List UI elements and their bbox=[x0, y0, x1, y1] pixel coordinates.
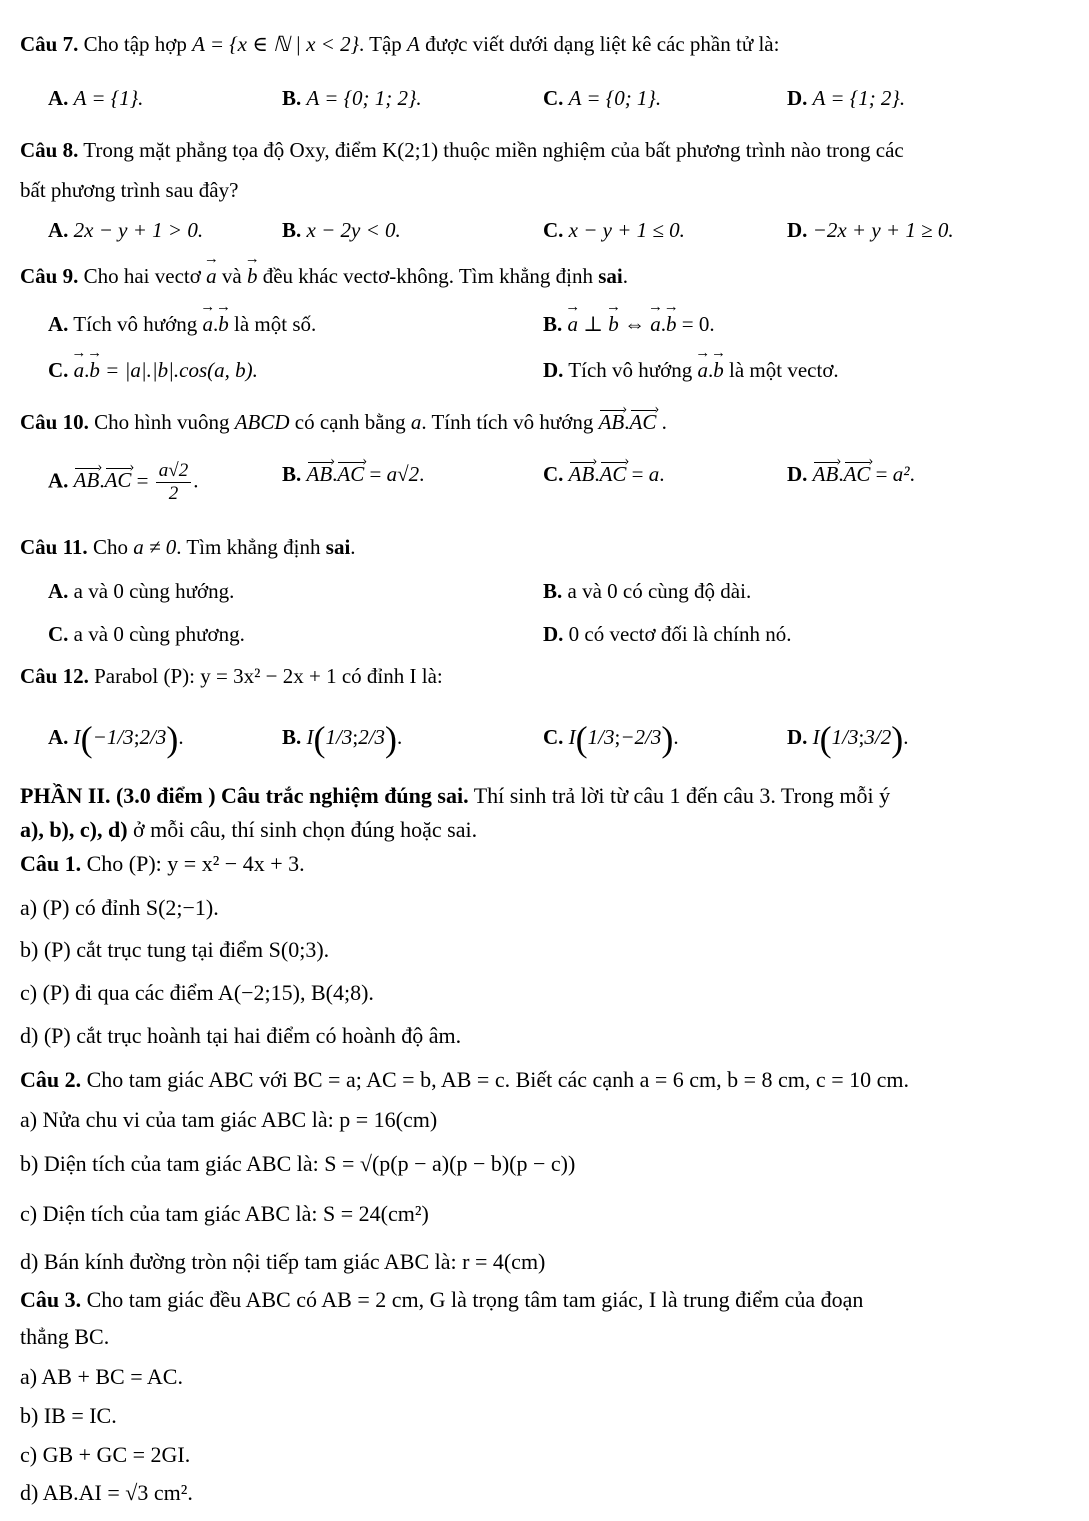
q7-number: Câu 7. bbox=[20, 32, 79, 56]
option-label: C. bbox=[48, 622, 69, 646]
option-text: x − 2y < 0. bbox=[306, 218, 401, 242]
p3-stem-cont bbox=[20, 1323, 1075, 1351]
q11-stem-text: Cho bbox=[92, 535, 128, 559]
q9-option-b: B. → a ⊥ → b ⇔ → a.→ b = 0. bbox=[543, 310, 715, 338]
q8-stem-line1: Trong mặt phẳng tọa độ Oxy, điểm K(2;1) thuộc miền nghiệm của bất phương trình nào trong các bbox=[83, 138, 904, 162]
p2-item-d bbox=[20, 1248, 1075, 1276]
option-text: A = {0; 1; 2}. bbox=[306, 86, 422, 110]
option-label: B. bbox=[282, 462, 302, 486]
vector-ab: AB › bbox=[569, 460, 595, 488]
option-text: 0 có vectơ đối là chính nó. bbox=[568, 622, 792, 646]
vertex-y: 2/3 bbox=[358, 725, 386, 749]
statement-text: c) GB + GC = 2GI. bbox=[20, 1442, 191, 1467]
option-label: A. bbox=[48, 579, 69, 603]
vector-ab: AB › bbox=[307, 460, 333, 488]
option-label: C. bbox=[543, 462, 564, 486]
option-label: D. bbox=[787, 462, 808, 486]
statement-text: b) (P) cắt trục tung tại điểm S(0;3). bbox=[20, 937, 330, 962]
q7-stem-text-2: . Tập bbox=[359, 32, 402, 56]
p2-stem-text: Cho tam giác ABC với BC = a; AC = b, AB = c. Biết các cạnh a = 6 cm, b = 8 cm, c = 10 cm. bbox=[86, 1067, 909, 1092]
option-label: A. bbox=[48, 468, 69, 493]
q11-option-a bbox=[48, 577, 234, 605]
side-length: a bbox=[410, 410, 422, 434]
option-label: D. bbox=[543, 358, 564, 382]
q10-option-b: B. AB ›.AC › = a√2. bbox=[282, 460, 424, 488]
q12-option-a: A. I(−1/3;2/3). bbox=[48, 719, 184, 760]
q9-option-c: C. → a.→ b = |a|.|b|.cos(a, b). bbox=[48, 356, 258, 384]
q9-stem-text-2: đều khác vectơ-không. Tìm khẳng định bbox=[262, 264, 593, 288]
q10-number: Câu 10. bbox=[20, 410, 89, 434]
statement-text: c) (P) đi qua các điểm A(−2;15), B(4;8). bbox=[20, 980, 374, 1005]
option-text-2: là một số. bbox=[234, 312, 317, 336]
q8-number: Câu 8. bbox=[20, 138, 79, 162]
option-text: −2x + y + 1 ≥ 0. bbox=[812, 218, 954, 242]
q12-number: Câu 12. bbox=[20, 664, 89, 688]
p3-stem-line2: thẳng BC. bbox=[20, 1324, 110, 1349]
p1-item-c bbox=[20, 979, 1075, 1007]
vector-ac: AC › bbox=[630, 408, 657, 436]
q9-stem-sai: sai bbox=[598, 264, 623, 288]
option-text: 2x − y + 1 > 0. bbox=[73, 218, 204, 242]
option-label: B. bbox=[543, 579, 563, 603]
q12-option-b: B. I(1/3;2/3). bbox=[282, 719, 403, 760]
q7-stem-text-3: được viết dưới dạng liệt kê các phần tử là: bbox=[425, 32, 780, 56]
q9-option-d: D. Tích vô hướng → a.→ b là một vectơ. bbox=[543, 356, 839, 384]
vector-a: → a bbox=[203, 310, 214, 338]
vertex-x: 1/3 bbox=[325, 725, 353, 749]
part2-items-label: a), b), c), d) bbox=[20, 817, 128, 842]
vector-a: → a bbox=[568, 310, 579, 338]
vector-ac: AC › bbox=[337, 460, 364, 488]
option-label: D. bbox=[787, 86, 808, 110]
option-label: D. bbox=[787, 725, 808, 749]
statement-text: a) AB + BC = AC. bbox=[20, 1364, 183, 1389]
q10-stem-text-3: . Tính tích vô hướng bbox=[421, 410, 594, 434]
option-label: B. bbox=[282, 86, 302, 110]
p1-item-b bbox=[20, 936, 1075, 964]
option-text: a và 0 cùng hướng. bbox=[73, 579, 235, 603]
q11-stem-text-2: . Tìm khẳng định bbox=[176, 535, 321, 559]
p3-stem bbox=[20, 1286, 1075, 1314]
vector-ac: AC › bbox=[600, 460, 627, 488]
option-label: A. bbox=[48, 725, 69, 749]
option-label: D. bbox=[787, 218, 808, 242]
vector-b: → b bbox=[247, 262, 258, 290]
option-text: A = {1}. bbox=[73, 86, 144, 110]
statement-text: a) Nửa chu vi của tam giác ABC là: p = 16(cm) bbox=[20, 1107, 438, 1132]
option-label: B. bbox=[282, 725, 302, 749]
option-text: a và 0 có cùng độ dài. bbox=[567, 579, 752, 603]
vector-b: → b bbox=[666, 310, 677, 338]
p1-stem-text: Cho (P): y = x² − 4x + 3. bbox=[86, 851, 305, 876]
option-value: a bbox=[648, 462, 660, 486]
option-text: A = {1; 2}. bbox=[812, 86, 906, 110]
q12-stem bbox=[20, 662, 1075, 690]
q8-option-c bbox=[543, 216, 685, 244]
vector-b: → b bbox=[218, 310, 229, 338]
vector-ab: AB › bbox=[599, 408, 625, 436]
statement-text: d) AB.AI = √3 cm². bbox=[20, 1480, 193, 1505]
q7-option-c bbox=[543, 84, 661, 112]
p3-item-a bbox=[20, 1363, 1075, 1391]
q11-number: Câu 11. bbox=[20, 535, 88, 559]
q8-option-d bbox=[787, 216, 954, 244]
option-text: = 0. bbox=[681, 312, 715, 336]
statement-text: a) (P) có đỉnh S(2;−1). bbox=[20, 895, 219, 920]
q9-option-a: A. Tích vô hướng → a.→ b là một số. bbox=[48, 310, 316, 338]
vector-a: → a bbox=[74, 356, 85, 384]
vertex-y: 3/2 bbox=[864, 725, 892, 749]
q12-option-c: C. I(1/3;−2/3). bbox=[543, 719, 679, 760]
vector-ab: AB › bbox=[74, 466, 100, 494]
vector-b: → b bbox=[608, 310, 619, 338]
statement-text: b) IB = IC. bbox=[20, 1403, 117, 1428]
q8-stem-cont bbox=[20, 176, 1075, 204]
p2-item-b bbox=[20, 1150, 1075, 1178]
q7-stem-text: Cho tập hợp bbox=[83, 32, 187, 56]
q7-set-definition: A = {x ∈ ℕ | x < 2} bbox=[192, 32, 360, 56]
p2-number: Câu 2. bbox=[20, 1067, 82, 1092]
vector-a: → a bbox=[206, 262, 217, 290]
perpendicular-symbol: ⊥ bbox=[583, 312, 604, 336]
p3-item-b bbox=[20, 1402, 1075, 1430]
iff-symbol: ⇔ bbox=[624, 312, 646, 336]
part2-title-cont bbox=[20, 816, 1075, 844]
option-label: C. bbox=[48, 358, 69, 382]
q11-condition: a ≠ 0 bbox=[133, 535, 177, 559]
q9-stem-text: Cho hai vectơ bbox=[83, 264, 201, 288]
part2-heading: PHẦN II. (3.0 điểm ) Câu trắc nghiệm đúng sai. bbox=[20, 783, 469, 808]
q8-option-a bbox=[48, 216, 203, 244]
option-value: a√2 bbox=[386, 462, 420, 486]
p1-item-a bbox=[20, 894, 1075, 922]
option-text-2: là một vectơ. bbox=[729, 358, 839, 382]
option-label: A. bbox=[48, 218, 69, 242]
p1-stem bbox=[20, 850, 1075, 878]
option-label: B. bbox=[543, 312, 563, 336]
vector-ab: AB › bbox=[813, 460, 839, 488]
q7-option-a bbox=[48, 84, 143, 112]
p3-item-c bbox=[20, 1441, 1075, 1469]
q10-stem-text: Cho hình vuông bbox=[94, 410, 230, 434]
q11-stem-sai: sai bbox=[325, 535, 351, 559]
option-label: C. bbox=[543, 218, 564, 242]
numerator: a√2 bbox=[156, 460, 191, 483]
option-label: A. bbox=[48, 86, 69, 110]
q11-option-c bbox=[48, 620, 245, 648]
q9-number: Câu 9. bbox=[20, 264, 79, 288]
q7-set-name: A bbox=[407, 32, 420, 56]
fraction bbox=[156, 460, 191, 505]
q10-option-c: C. AB ›.AC › = a. bbox=[543, 460, 665, 488]
option-label: C. bbox=[543, 725, 564, 749]
option-label: C. bbox=[543, 86, 564, 110]
statement-text: d) Bán kính đường tròn nội tiếp tam giác ABC là: r = 4(cm) bbox=[20, 1249, 546, 1274]
vertex-x: 1/3 bbox=[587, 725, 615, 749]
p1-number: Câu 1. bbox=[20, 851, 82, 876]
q11-stem bbox=[20, 533, 1075, 561]
option-text: x − y + 1 ≤ 0. bbox=[568, 218, 685, 242]
q8-stem bbox=[20, 136, 1075, 164]
q9-stem bbox=[20, 262, 1075, 290]
q10-option-d: D. AB ›.AC › = a². bbox=[787, 460, 915, 488]
p2-stem bbox=[20, 1066, 1075, 1094]
q8-stem-line2: bất phương trình sau đây? bbox=[20, 178, 239, 202]
vertex-x: 1/3 bbox=[831, 725, 859, 749]
q8-option-b bbox=[282, 216, 401, 244]
q7-stem bbox=[20, 30, 1075, 58]
q7-option-b bbox=[282, 84, 422, 112]
option-text: A = {0; 1}. bbox=[568, 86, 662, 110]
q10-option-a: A. AB ›.AC › = $\frac{a√2}{2}$ . bbox=[48, 460, 198, 505]
q12-option-d: D. I(1/3;3/2). bbox=[787, 719, 909, 760]
q11-option-b bbox=[543, 577, 751, 605]
option-label: D. bbox=[543, 622, 564, 646]
vector-a: → a bbox=[650, 310, 661, 338]
vertex-x: −1/3 bbox=[92, 725, 134, 749]
option-text: a và 0 cùng phương. bbox=[73, 622, 245, 646]
q10-stem-text-2: có cạnh bằng bbox=[294, 410, 406, 434]
p3-stem-line1: Cho tam giác đều ABC có AB = 2 cm, G là trọng tâm tam giác, I là trung điểm của đoạn bbox=[86, 1287, 864, 1312]
statement-text: d) (P) cắt trục hoành tại hai điểm có hoành độ âm. bbox=[20, 1023, 462, 1048]
vertex-y: 2/3 bbox=[139, 725, 167, 749]
p1-item-d bbox=[20, 1022, 1075, 1050]
option-value: a² bbox=[892, 462, 910, 486]
vector-ac: AC › bbox=[844, 460, 871, 488]
vector-b: → b bbox=[89, 356, 100, 384]
q11-stem-end: . bbox=[350, 535, 356, 559]
p2-item-c bbox=[20, 1200, 1075, 1228]
q10-stem: Câu 10. Cho hình vuông ABCD có cạnh bằng a. Tính tích vô hướng AB ›.AC › . bbox=[20, 408, 1075, 436]
p3-number: Câu 3. bbox=[20, 1287, 82, 1312]
denominator: 2 bbox=[168, 483, 179, 504]
statement-text: c) Diện tích của tam giác ABC là: S = 24(cm²) bbox=[20, 1201, 429, 1226]
statement-text: b) Diện tích của tam giác ABC là: S = √(p(p − a)(p − b)(p − c)) bbox=[20, 1151, 576, 1176]
part2-title bbox=[20, 782, 1075, 810]
vertex-y: −2/3 bbox=[620, 725, 662, 749]
option-text: = |a|.|b|.cos(a, b). bbox=[105, 358, 258, 382]
q11-option-d bbox=[543, 620, 791, 648]
part2-instruction-2: ở mỗi câu, thí sinh chọn đúng hoặc sai. bbox=[133, 817, 478, 842]
option-text: Tích vô hướng bbox=[73, 312, 198, 336]
vector-b: → b bbox=[713, 356, 724, 384]
q7-option-d bbox=[787, 84, 905, 112]
p2-item-a bbox=[20, 1106, 1075, 1134]
p3-item-d bbox=[20, 1479, 1075, 1507]
vector-a: → a bbox=[698, 356, 709, 384]
option-label: A. bbox=[48, 312, 69, 336]
q12-stem-text: Parabol (P): y = 3x² − 2x + 1 có đỉnh I là: bbox=[94, 664, 443, 688]
part2-instruction: Thí sinh trả lời từ câu 1 đến câu 3. Trong mỗi ý bbox=[473, 783, 891, 808]
square-name: ABCD bbox=[234, 410, 290, 434]
q9-stem-end: . bbox=[622, 264, 629, 288]
vector-ac: AC › bbox=[105, 466, 132, 494]
option-label: B. bbox=[282, 218, 302, 242]
q9-stem-and: và bbox=[221, 264, 242, 288]
option-text: Tích vô hướng bbox=[568, 358, 693, 382]
